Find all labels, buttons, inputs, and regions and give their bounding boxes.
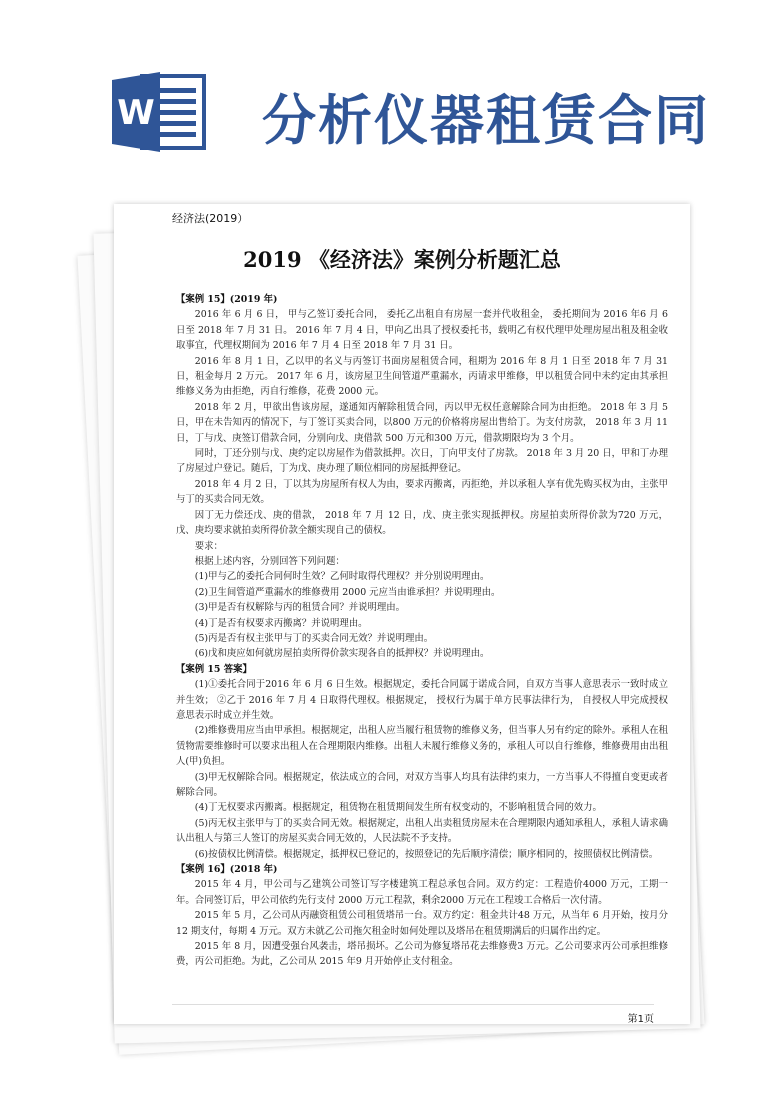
- body-paragraph: 2015 年 4 月，甲公司与乙建筑公司签订写字楼建筑工程总承包合同。双方约定：工程造价4000 万元，工期一年。合同签订后，甲公司依约先行支付 2000 万元工程款，剩余2000 万元在工程竣工合格后一次付清。: [176, 879, 668, 906]
- body-paragraph: (3)甲无权解除合同。根据规定，依法成立的合同，对双方当事人均具有法律约束力，一方当事人不得擅自变更或者解除合同。: [176, 771, 668, 798]
- word-document-icon: [112, 70, 210, 154]
- body-paragraph: 因丁无力偿还戊、庚的借款， 2018 年 7 月 12 日，戊、庚主张实现抵押权。房屋拍卖所得价款为720 万元，戊、庚均要求就拍卖所得价款全额实现自己的债权。: [176, 509, 668, 537]
- section-heading: 【案例 16】(2018 年): [176, 864, 278, 876]
- body-paragraph: 2016 年 6 月 6 日， 甲与乙签订委托合同， 委托乙出租自有房屋一套并代收租金， 委托期间为 2016 年6 月 6 日至 2018 年 7 月 31 日。 2016 年 7 月 4 日，甲向乙出具了授权委托书，载明乙有权代理甲处理房屋出租及租金收取事宜，代理权期间为 2016 年 7 月 4 日至 2018 年 7 月 31 日。: [176, 309, 668, 352]
- body-paragraph: (6)按债权比例清偿。根据规定，抵押权已登记的，按照登记的先后顺序清偿；顺序相同的，按照债权比例清偿。: [194, 848, 659, 860]
- document-body: [176, 292, 668, 970]
- body-paragraph: 要求：: [194, 540, 223, 552]
- body-paragraph: 根据上述内容，分别回答下列问题：: [194, 555, 345, 567]
- section-heading: 【案例 15】(2019 年): [176, 294, 278, 305]
- document-header-label: 经济法(2019）: [172, 212, 249, 225]
- footer-divider: [172, 1004, 654, 1005]
- word-icon-letter: W: [117, 93, 155, 133]
- banner: [0, 0, 780, 200]
- document-page: [114, 204, 690, 1024]
- body-paragraph: 2015 年 5 月，乙公司从丙融资租赁公司租赁塔吊一台。双方约定：租金共计48 万元，从当年 6 月开始，按月分 12 期支付，每期 4 万元。双方未就乙公司拖欠租金时如何处理以及塔吊在租赁期满后的归属作出约定。: [176, 910, 668, 937]
- body-paragraph: (1)①委托合同于2016 年 6 月 6 日生效。根据规定，委托合同属于诺成合同，自双方当事人意思表示一致时成立并生效； ②乙于 2016 年 7 月 4 日取得代理权。根据规定， 授权行为属于单方民事法律行为， 自授权人甲完成授权意思表示时成立并生效。: [176, 679, 668, 721]
- body-paragraph: (1)甲与乙的委托合同何时生效？乙何时取得代理权？并分别说明理由。: [194, 571, 490, 583]
- section-heading: 【案例 15 答案】: [176, 663, 252, 675]
- body-paragraph: 同时，丁还分别与戊、庚约定以房屋作为借款抵押。次日，丁向甲支付了房款。 2018 年 3 月 20 日，甲和丁办理了房屋过户登记。随后，丁为戊、庚办理了顺位相同的房屋抵押登记。: [176, 448, 668, 475]
- body-paragraph: 2018 年 4 月 2 日，丁以其为房屋所有权人为由，要求丙搬离，丙拒绝，并以承租人享有优先购买权为由，主张甲与丁的买卖合同无效。: [176, 478, 668, 506]
- body-paragraph: (3)甲是否有权解除与丙的租赁合同？并说明理由。: [194, 602, 405, 614]
- banner-title: 分析仪器租赁合同: [262, 89, 710, 152]
- body-paragraph: (2)维修费用应当由甲承担。根据规定，出租人应当履行租赁物的维修义务，但当事人另有约定的除外。承租人在租赁物需要维修时可以要求出租人在合理期限内维修。出租人未履行维修义务的，承租人可以自行维修，维修费用由出租人(甲)负担。: [176, 725, 668, 768]
- body-paragraph: (6)戊和庚应如何就房屋拍卖所得价款实现各自的抵押权？并说明理由。: [194, 648, 490, 660]
- body-paragraph: (5)丙无权主张甲与丁的买卖合同无效。根据规定，出租人出卖租赁房屋未在合理期限内通知承租人，承租人请求确认出租人与第三人签订的房屋买卖合同无效的，人民法院不予支持。: [176, 817, 668, 845]
- page-number: 第1页: [627, 1014, 654, 1024]
- body-paragraph: (5)丙是否有权主张甲与丁的买卖合同无效？并说明理由。: [194, 632, 434, 644]
- body-paragraph: 2016 年 8 月 1 日，乙以甲的名义与丙签订书面房屋租赁合同，租期为 2016 年 8 月 1 日至 2018 年 7 月 31 日，租金每月 2 万元。 2017 年 6 月，该房屋卫生间管道严重漏水，丙请求甲维修，甲以租赁合同中未约定由其承担维修义务为由拒绝，丙自行维修，花费 2000 元。: [176, 355, 668, 398]
- document-title: 2019 《经济法》案例分析题汇总: [243, 247, 561, 272]
- body-paragraph: (2)卫生间管道严重漏水的维修费用 2000 元应当由谁承担？并说明理由。: [194, 586, 501, 598]
- body-paragraph: (4)丁无权要求丙搬离。根据规定，租赁物在租赁期间发生所有权变动的，不影响租赁合同的效力。: [194, 802, 602, 814]
- body-paragraph: 2015 年 8 月，因遭受强台风袭击，塔吊损坏。乙公司为修复塔吊花去维修费3 万元。乙公司要求丙公司承担维修费，丙公司拒绝。为此，乙公司从 2015 年9 月开始停止支付租金。: [176, 941, 668, 968]
- body-paragraph: (4)丁是否有权要求丙搬离？并说明理由。: [194, 617, 368, 629]
- body-paragraph: 2018 年 2 月，甲欲出售该房屋，遂通知丙解除租赁合同，丙以甲无权任意解除合同为由拒绝。 2018 年 3 月 5 日，甲在未告知丙的情况下，与丁签订买卖合同，以800 万元的价格将房屋出售给丁。为支付房款， 2018 年 3 月 11 日，丁与戊、庚签订借款合同，分别向戊、庚借款 500 万元和300 万元，借款期限均为 3 个月。: [176, 401, 668, 444]
